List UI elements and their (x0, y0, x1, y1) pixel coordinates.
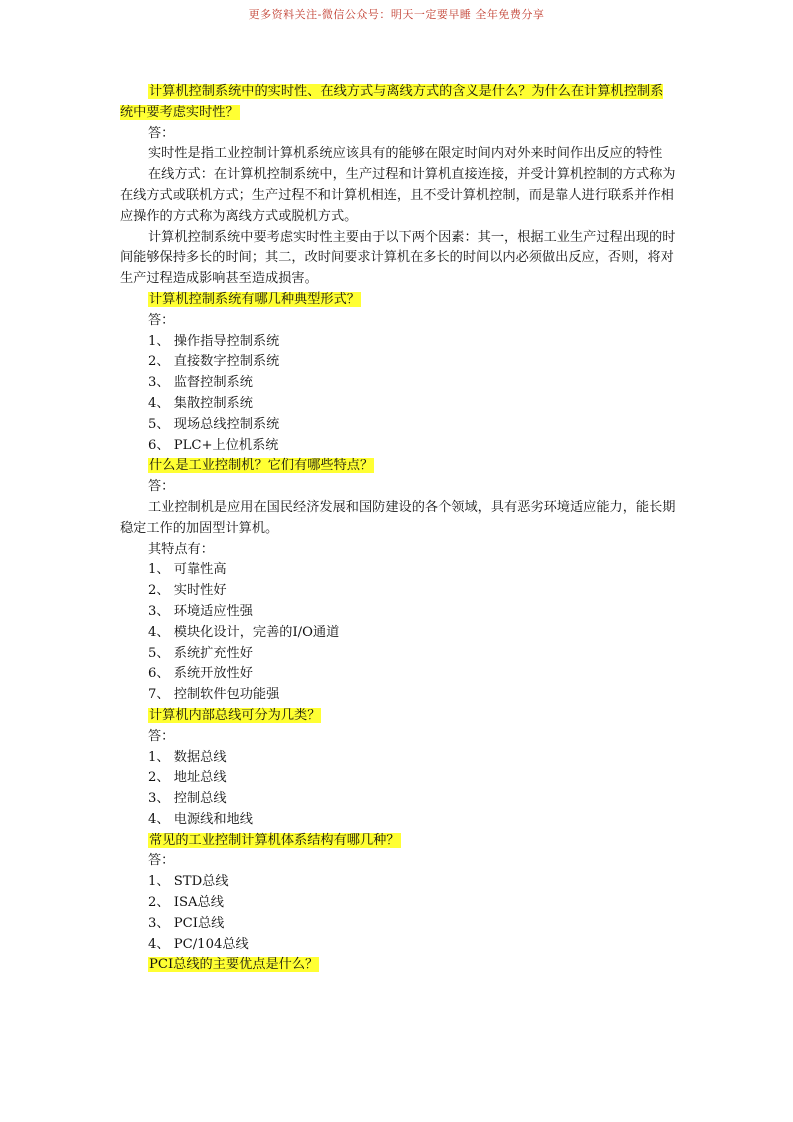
question-1-text: 计算机控制系统中的实时性、在线方式与离线方式的含义是什么？为什么在计算机控制系统中要考虑实时性？ (120, 84, 664, 120)
answer-2-item: 6、 PLC+上位机系统 (148, 437, 279, 453)
answer-3-paragraph-2: 其特点有： (148, 541, 214, 557)
question-2-text: 计算机控制系统有哪几种典型形式？ (149, 291, 360, 307)
question-3-text: 什么是工业控制机？它们有哪些特点？ (149, 458, 374, 474)
answer-label-4: 答： (148, 728, 175, 744)
answer-1-paragraph-2: 在线方式：在计算机控制系统中，生产过程和计算机直接连接，并受计算机控制的方式称为在线方式或联机方式；生产过程不和计算机相连，且不受计算机控制，而是靠人进行联系并作相应操作的方式称为离线方式或脱机方式。 (120, 167, 676, 224)
answer-3-item: 1、 可靠性高 (148, 562, 227, 578)
answer-3-paragraph-1: 工业控制机是应用在国民经济发展和国防建设的各个领域，具有恶劣环境适应能力，能长期稳定工作的加固型计算机。 (120, 499, 676, 536)
answer-3-item: 2、 实时性好 (148, 583, 227, 599)
answer-2-item: 5、 现场总线控制系统 (148, 416, 280, 432)
answer-3-item: 7、 控制软件包功能强 (148, 687, 280, 703)
question-5-text: 常见的工业控制计算机体系结构有哪几种？ (149, 832, 400, 848)
question-6-text: PCI总线的主要优点是什么？ (149, 957, 319, 973)
question-4 (120, 706, 676, 727)
answer-5-item: 4、 PC/104总线 (148, 936, 249, 952)
answer-2-item: 2、 直接数字控制系统 (148, 354, 280, 370)
answer-5-item: 3、 PCI总线 (148, 915, 225, 931)
answer-2-item: 1、 操作指导控制系统 (148, 333, 280, 349)
answer-5-item: 1、 STD总线 (148, 874, 229, 890)
question-1 (120, 82, 676, 124)
header-banner: 更多资料关注-微信公众号：明天一定要早睡 全年免费分享 (248, 8, 545, 21)
answer-label-5: 答： (148, 853, 175, 869)
answer-3-item: 4、 模块化设计，完善的I/O通道 (148, 624, 340, 640)
document-body (120, 82, 676, 976)
question-5 (120, 831, 676, 852)
question-4-text: 计算机内部总线可分为几类？ (149, 707, 321, 723)
answer-4-item: 2、 地址总线 (148, 770, 227, 786)
answer-3-item: 6、 系统开放性好 (148, 666, 253, 682)
answer-4-item: 3、 控制总线 (148, 791, 227, 807)
answer-3-item: 3、 环境适应性强 (148, 603, 253, 619)
question-3 (120, 456, 676, 477)
answer-4-item: 4、 电源线和地线 (148, 811, 253, 827)
answer-1-paragraph-1: 实时性是指工业控制计算机系统应该具有的能够在限定时间内对外来时间作出反应的特性 (148, 146, 663, 162)
answer-5-item: 2、 ISA总线 (148, 895, 224, 911)
answer-4-item: 1、 数据总线 (148, 749, 227, 765)
answer-2-item: 3、 监督控制系统 (148, 375, 253, 391)
answer-2-item: 4、 集散控制系统 (148, 395, 253, 411)
answer-3-item: 5、 系统扩充性好 (148, 645, 253, 661)
answer-label-2: 答： (148, 312, 175, 328)
answer-label-1: 答： (148, 125, 175, 141)
answer-label-3: 答： (148, 479, 175, 495)
answer-1-paragraph-3: 计算机控制系统中要考虑实时性主要由于以下两个因素：其一，根据工业生产过程出现的时间能够保持多长的时间；其二，改时间要求计算机在多长的时间以内必须做出反应，否则，将对生产过程造成影响甚至造成损害。 (120, 229, 676, 287)
question-2 (120, 290, 676, 311)
question-6 (120, 955, 676, 976)
